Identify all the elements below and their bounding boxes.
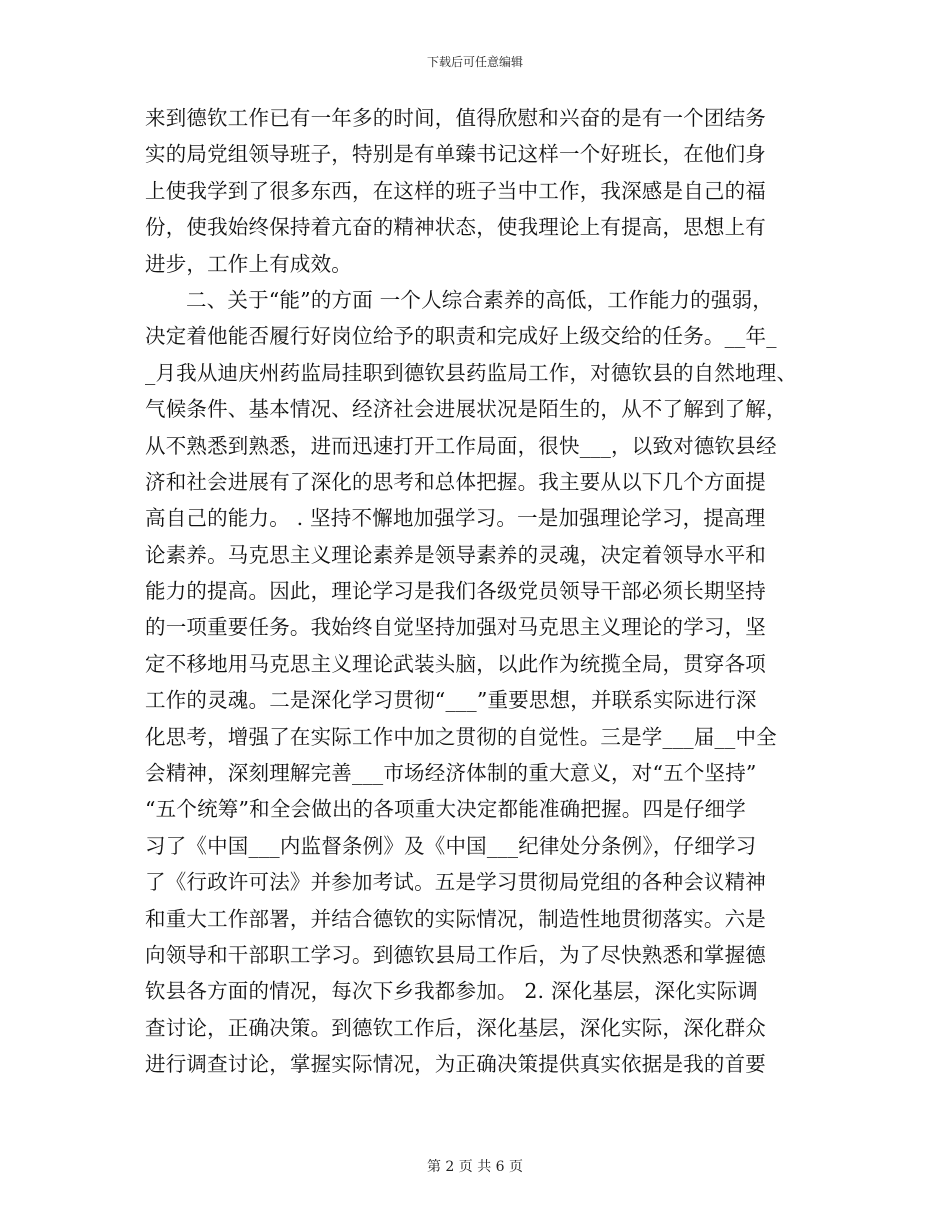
text-line: 来到德钦工作已有一年多的时间，值得欣慰和兴奋的是有一个团结务 (145, 106, 766, 130)
text-line: 决定着他能否履行好岗位给予的职责和完成好上级交给的任务。__年_ (145, 324, 777, 349)
page-header: 下载后可任意编辑 (426, 55, 523, 69)
text-line: 份，使我始终保持着亢奋的精神状态，使我理论上有提高，思想上有 (145, 215, 766, 240)
text-line: 向领导和干部职工学习。到德钦县局工作后，为了尽快熟悉和掌握德 (145, 942, 766, 967)
text-line: 实的局党组领导班子，特别是有单臻书记这样一个好班长，在他们身 (145, 142, 766, 167)
text-line: 能力的提高。因此，理论学习是我们各级党员领导干部必须长期坚持 (145, 579, 766, 604)
text-line: 济和社会进展有了深化的思考和总体把握。我主要从以下几个方面提 (145, 469, 766, 494)
section-heading-line: 二、关于“能”的方面 一个人综合素养的高低，工作能力的强弱， (186, 287, 773, 312)
text-line: 高自己的能力。 . 坚持不懈地加强学习。一是加强理论学习，提高理 (145, 506, 766, 531)
body-text (145, 100, 825, 1083)
text-line: 会精神，深刻理解完善___市场经济体制的重大意义，对“五个坚持” (145, 761, 757, 786)
text-line: 的一项重要任务。我始终自觉坚持加强对马克思主义理论的学习，坚 (145, 615, 766, 640)
text-line: 和重大工作部署，并结合德钦的实际情况，制造性地贯彻落实。六是 (145, 906, 766, 931)
text-line: 习了《中国___内监督条例》及《中国___纪律处分条例》，仔细学习 (145, 833, 757, 858)
text-line: 化思考，增强了在实际工作中加之贯彻的自觉性。三是学___届__中全 (145, 724, 777, 749)
text-line: “五个统筹”和全会做出的各项重大决定都能准确把握。四是仔细学 (145, 797, 746, 822)
page-footer: 第 2 页 共 6 页 (426, 1159, 524, 1175)
text-line: 工作的灵魂。二是深化学习贯彻“___”重要思想，并联系实际进行深 (145, 688, 757, 713)
text-line: 钦县各方面的情况，每次下乡我都参加。 2. 深化基层，深化实际调 (145, 979, 758, 1004)
text-line: 进行调查讨论，掌握实际情况，为正确决策提供真实依据是我的首要 (145, 1052, 766, 1077)
text-line: 论素养。马克思主义理论素养是领导素养的灵魂，决定着领导水平和 (145, 542, 766, 567)
text-line: 上使我学到了很多东西，在这样的班子当中工作，我深感是自己的福 (145, 178, 766, 203)
text-line: 定不移地用马克思主义理论武装头脑，以此作为统揽全局，贯穿各项 (145, 651, 766, 676)
text-line: 了《行政许可法》并参加考试。五是学习贯彻局党组的各种会议精神 (145, 870, 766, 895)
text-line: 查讨论，正确决策。到德钦工作后，深化基层，深化实际，深化群众 (145, 1015, 766, 1040)
text-line: 气候条件、基本情况、经济社会进展状况是陌生的，从不了解到了解， (145, 397, 787, 422)
text-line: 从不熟悉到熟悉，进而迅速打开工作局面，很快___，以致对德钦县经 (145, 433, 777, 458)
text-line: 进步，工作上有成效。 (145, 251, 352, 276)
text-line: _月我从迪庆州药监局挂职到德钦县药监局工作，对德钦县的自然地理、 (145, 360, 798, 385)
